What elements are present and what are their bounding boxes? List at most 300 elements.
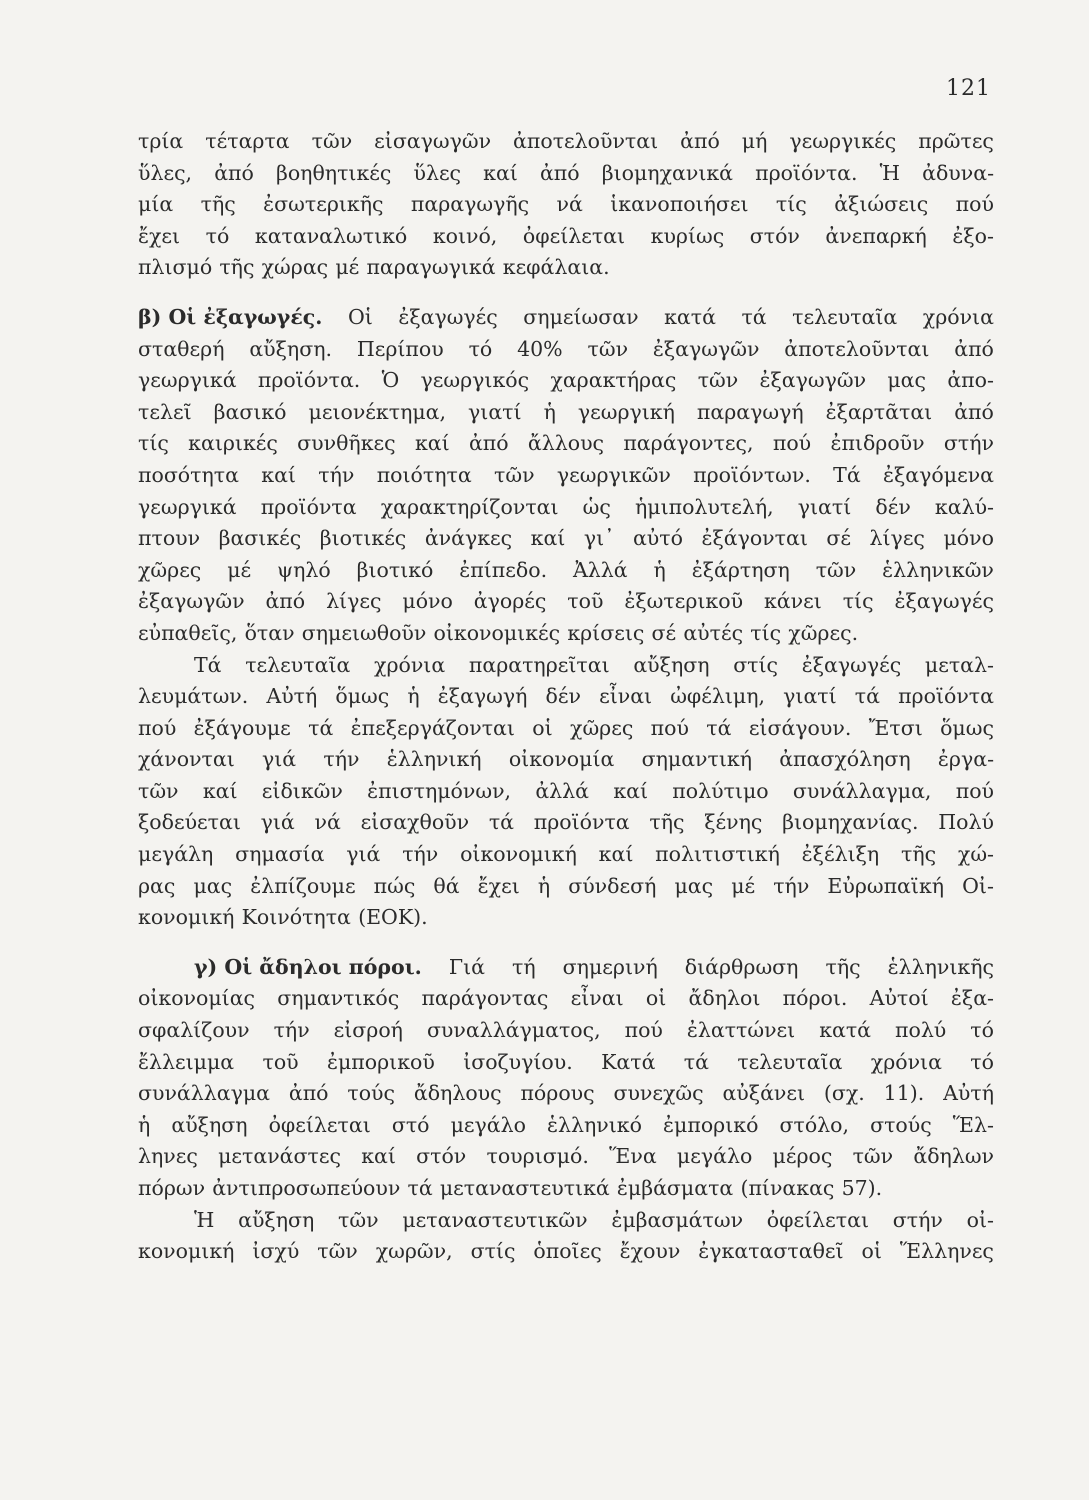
word: ληνες <box>138 1144 198 1169</box>
word: μειονέκτημα, <box>308 399 447 424</box>
word: τά <box>706 715 732 740</box>
word: τῶν <box>311 129 353 153</box>
word: ἐσωτερικῆς <box>263 192 384 217</box>
word: ἐμβασμάτων <box>611 1207 744 1232</box>
word: ἀπό <box>954 336 994 361</box>
word: ἀπό <box>288 1081 329 1106</box>
word: ἰσχύ <box>252 1239 300 1264</box>
word: ἀπό <box>954 399 994 424</box>
word: χαρακτήρας <box>550 368 677 393</box>
word: συναλλάγματος, <box>426 1018 601 1043</box>
word: τῆς <box>649 810 685 835</box>
word: χρόνια <box>870 1049 942 1074</box>
word: κάνει <box>763 589 822 614</box>
text-line <box>138 523 994 555</box>
word: πόρων <box>138 1176 206 1200</box>
word: τό <box>205 223 230 248</box>
word: μεγάλο <box>450 1112 526 1137</box>
word: ἡ <box>138 1112 151 1137</box>
word: μεγάλο <box>676 1144 753 1169</box>
word: χώρας <box>261 255 329 280</box>
word: τῶν <box>815 557 857 582</box>
word: ἄλλους <box>527 431 605 456</box>
text-line <box>138 1173 994 1205</box>
word: ἀνεπαρκή <box>825 223 927 248</box>
text-line <box>138 952 994 984</box>
word: χῶρες <box>138 557 202 582</box>
word: Αὐτή <box>943 1081 994 1106</box>
word: γεωργικός <box>420 368 530 393</box>
word: τά <box>488 810 515 835</box>
text-line <box>138 365 994 397</box>
word: μεταναστευτικά <box>439 1176 610 1200</box>
word: ἀδυνα- <box>922 160 994 185</box>
text-line <box>138 1047 994 1079</box>
word: τά <box>854 684 880 709</box>
word: πρῶτες <box>918 129 994 153</box>
word: πού <box>955 778 994 803</box>
word: μας <box>674 873 714 898</box>
word: (ΕΟΚ). <box>358 905 428 930</box>
word: Ἡ <box>879 160 900 185</box>
word: καί <box>598 842 634 867</box>
word: συνάλλαγμα <box>138 1081 271 1106</box>
word: πού <box>624 1018 663 1043</box>
word: πολιτιστική <box>655 842 780 867</box>
word: δέν <box>545 684 581 709</box>
word: προϊόντων. <box>693 462 811 487</box>
word: μέρος <box>772 1144 833 1169</box>
word: λευμάτων. <box>138 684 249 709</box>
word: ἐξαγωγῶν <box>759 368 867 393</box>
word: σέ <box>826 526 852 551</box>
word: ἐπιδροῦν <box>830 431 925 456</box>
word: τό <box>970 1018 994 1043</box>
word: ἐπεξεργάζονται <box>350 715 515 740</box>
word: τῶν <box>494 462 535 487</box>
word: γεωργικῶν <box>556 462 671 487</box>
word: νά <box>314 810 341 835</box>
word: ἐπιστημόνων, <box>367 778 512 803</box>
word: ἐξαγωγές <box>801 652 902 677</box>
word: μία <box>138 192 174 217</box>
word: ἐξάγονται <box>701 526 808 551</box>
word: ἀπό <box>539 160 580 185</box>
word: στήν <box>943 431 994 456</box>
word: Οἰ- <box>962 873 994 898</box>
word: τῶν <box>138 778 179 803</box>
word: Ἕλληνες <box>899 1239 994 1264</box>
word: ἰσοζυγίου. <box>463 1049 573 1074</box>
word: μεγάλη <box>138 842 214 867</box>
word: ἀπό <box>468 431 509 456</box>
word: πού <box>772 431 812 456</box>
word: ξοδεύεται <box>138 810 241 835</box>
word: τοῦ <box>262 1049 299 1074</box>
text-line <box>138 1141 994 1173</box>
word: χῶρες <box>570 715 634 740</box>
word: παράγοντες, <box>623 431 754 456</box>
word: καί <box>361 1144 396 1169</box>
word: ἐξέλιξη <box>801 842 880 867</box>
word: ἔλλειμμα <box>138 1049 235 1074</box>
word: ψηλό <box>277 557 331 582</box>
word: Ἔτσι <box>868 715 923 740</box>
word: γιατί <box>797 494 852 519</box>
word: οἰκονομικές <box>433 620 561 645</box>
word: ὀφείλεται <box>522 223 626 248</box>
word: καί <box>613 778 649 803</box>
word: θά <box>433 873 460 898</box>
word: κοινό, <box>432 223 498 248</box>
word: τούς <box>347 1081 396 1106</box>
text-line <box>138 681 994 713</box>
word: ὕλες <box>413 160 462 185</box>
word: στήν <box>892 1207 943 1232</box>
text-line <box>138 871 994 903</box>
text-line <box>138 460 994 492</box>
word: σημείωσαν <box>523 304 639 329</box>
word: ἡμιπολυτελή, <box>634 494 774 519</box>
text-line <box>138 334 994 366</box>
word: τῆς <box>200 192 236 217</box>
word: τελευταῖα <box>245 652 351 677</box>
word: τοῦ <box>567 589 604 614</box>
word: τά <box>683 1049 709 1074</box>
word: καί <box>202 778 238 803</box>
word: προϊόντα. <box>257 368 361 393</box>
word: κατά <box>664 304 716 329</box>
word: παραγωγή <box>696 399 804 424</box>
text-line <box>138 397 994 429</box>
word: κυρίως <box>650 223 725 248</box>
word: γιά <box>262 747 297 772</box>
text-line <box>138 1015 994 1047</box>
word: ἀξιώσεις <box>834 192 929 217</box>
word: αὐξάνει <box>722 1081 806 1106</box>
word: Ἡ <box>194 1207 215 1232</box>
word: προϊόντα <box>898 684 994 709</box>
word: χαρακτηρίζονται <box>380 494 559 519</box>
word: ἐξαγωγές <box>894 589 994 614</box>
text-line <box>138 618 994 650</box>
word: μετανάστες <box>218 1144 341 1169</box>
word: ἡ <box>653 557 666 582</box>
word: ἑλληνικῆς <box>887 954 994 979</box>
word: ἐξαγωγές <box>398 304 498 329</box>
word: αὔξηση <box>171 1112 248 1137</box>
word: ἐμπορικό <box>663 1112 759 1137</box>
word: σημαντική <box>641 747 752 772</box>
word: 57). <box>841 1176 883 1200</box>
word: γεωργικές <box>789 129 897 153</box>
word: προϊόντα <box>260 494 357 519</box>
word: γιατί <box>468 399 522 424</box>
word: συνεχῶς <box>613 1081 704 1106</box>
word: παραγωγῆς <box>410 192 530 217</box>
word: αὐτό <box>632 526 683 551</box>
word: ἀγορές <box>473 589 547 614</box>
word: πού <box>955 192 994 217</box>
word: σημειωθοῦν <box>301 620 427 645</box>
word: ἐξο- <box>952 223 994 248</box>
word: ποσότητα <box>138 462 239 487</box>
word: γι᾿ <box>583 526 615 551</box>
word: παραγωγικά <box>366 255 496 280</box>
word: σημασία <box>235 842 325 867</box>
word: στίς <box>470 1239 516 1264</box>
text-line <box>138 428 994 460</box>
word: εἶναι <box>599 684 653 709</box>
word: κονομική <box>138 905 235 930</box>
word: εἰδικῶν <box>261 778 343 803</box>
word: ἐξαγωγῶν <box>652 336 760 361</box>
word: ἐλαττώνει <box>686 1018 796 1043</box>
word: γιά <box>260 810 295 835</box>
word: εἰσάγουν. <box>748 715 852 740</box>
word: χάνονται <box>138 747 235 772</box>
word: αὔξηση. <box>249 336 332 361</box>
word: ἀντιπροσωπεύουν <box>212 1176 401 1200</box>
word: πώς <box>373 873 416 898</box>
word: οἱ <box>645 986 667 1011</box>
word: ἀνάγκες <box>424 526 513 551</box>
word: εἶναι <box>570 986 624 1011</box>
text-line <box>138 1236 994 1268</box>
word: ἡ <box>543 399 556 424</box>
word: ἀπό <box>680 129 720 153</box>
word: αὔξηση <box>238 1207 315 1232</box>
word: ἐπίπεδο. <box>459 557 548 582</box>
word: ὡς <box>582 494 611 519</box>
word: ἔχει <box>477 873 520 898</box>
word: λίγες <box>326 589 382 614</box>
text-line <box>138 839 994 871</box>
word: σταθερή <box>138 336 225 361</box>
word: βιομηχανικά <box>601 160 734 185</box>
section-heading: β) Οἱ ἐξαγωγές. <box>138 304 323 329</box>
word: τήν <box>323 747 360 772</box>
word: εἰσαγωγῶν <box>374 129 492 153</box>
text-line <box>138 713 994 745</box>
word: ἐργα- <box>937 747 994 772</box>
text-line <box>138 776 994 808</box>
word: ἐξάγουμε <box>193 715 291 740</box>
word: τουρισμό. <box>486 1144 589 1169</box>
word: ἐξαγόμενα <box>883 462 994 487</box>
word: προϊόντα <box>533 810 630 835</box>
word: ἱκανοποιήσει <box>610 192 749 217</box>
word: ἐξαγωγή <box>437 684 528 709</box>
word: ἡ <box>537 873 551 898</box>
text-line <box>138 189 994 221</box>
word: Οἱ <box>347 304 373 329</box>
text-line <box>138 586 994 618</box>
word: εἰσροή <box>333 1018 403 1043</box>
word: μόνο <box>402 589 453 614</box>
word: κρίσεις <box>567 620 645 645</box>
word: τῆς <box>825 954 861 979</box>
word: Τά <box>833 462 861 487</box>
text-line <box>138 221 994 253</box>
word: (πίνακας <box>740 1176 835 1200</box>
word: ἑλληνική <box>386 747 482 772</box>
word: πολύτιμο <box>672 778 769 803</box>
word: τήν <box>273 1018 310 1043</box>
word: μεταναστευτικῶν <box>402 1207 588 1232</box>
word: Γιά <box>448 954 485 979</box>
word: τίς <box>775 192 807 217</box>
text-line <box>138 302 994 334</box>
word: ἀπό <box>265 589 306 614</box>
text-line <box>138 650 994 682</box>
word: τελευταῖα <box>792 304 898 329</box>
word: στόν <box>416 1144 467 1169</box>
word: Κατά <box>601 1049 656 1074</box>
word: οἱ <box>532 715 553 740</box>
word: ἀπό <box>214 160 254 185</box>
text-line <box>138 983 994 1015</box>
word: μεταλ- <box>924 652 994 677</box>
word: οἰκονομική <box>460 842 577 867</box>
word: ὠφέλιμη, <box>670 684 766 709</box>
word: βασικές <box>218 526 302 551</box>
word: ἄδηλων <box>913 1144 994 1169</box>
word: στίς <box>733 652 779 677</box>
word: Ἕλ- <box>952 1112 994 1137</box>
word: ἐξα- <box>950 986 994 1011</box>
word: ἀπο- <box>947 368 994 393</box>
word: Αὐτοί <box>869 986 929 1011</box>
word: ἄδηλοι <box>688 986 761 1011</box>
word: εὐπαθεῖς, <box>138 620 238 645</box>
word: ἐξωτερικοῦ <box>624 589 744 614</box>
word: πόροι. <box>782 986 848 1011</box>
text-line <box>138 1078 994 1110</box>
word: βιοτικό <box>356 557 434 582</box>
word: καί <box>261 462 296 487</box>
word: αὔξηση <box>633 652 710 677</box>
word: τήν <box>402 842 439 867</box>
word: τήν <box>773 873 810 898</box>
word: τίς <box>750 620 782 645</box>
word: σημαντικός <box>277 986 400 1011</box>
word: πλισμό <box>138 255 213 280</box>
word: τελευταῖα <box>737 1049 843 1074</box>
word: τό <box>468 336 493 361</box>
word: ἔχει <box>138 223 181 248</box>
word: Τά <box>194 652 222 677</box>
word: διάρθρωση <box>684 954 799 979</box>
word: νά <box>556 192 583 217</box>
word: χρόνια <box>374 652 446 677</box>
word: τῶν <box>697 368 739 393</box>
word: Κοινότητα <box>241 905 351 930</box>
word: ἄδηλους <box>413 1081 502 1106</box>
word: καί <box>414 431 450 456</box>
word: βιοτικές <box>319 526 407 551</box>
word: ὅταν <box>244 620 295 645</box>
word: σύνδεσή <box>568 873 657 898</box>
word: πολύ <box>895 1018 947 1043</box>
word: γεωργικά <box>138 494 237 519</box>
word: τά <box>741 304 767 329</box>
word: παράγοντας <box>421 986 549 1011</box>
word: Αὐτή <box>266 684 318 709</box>
word: καί <box>530 526 566 551</box>
word: Περίπου <box>356 336 444 361</box>
word: τῆς <box>900 842 937 867</box>
word: ἀλλά <box>535 778 590 803</box>
word: τῶν <box>587 336 629 361</box>
word: κατά <box>819 1018 872 1043</box>
word: οἰ- <box>966 1207 994 1232</box>
word: τίς <box>842 589 874 614</box>
word: γιά <box>346 842 381 867</box>
word: Εὐρωπαϊκή <box>827 873 945 898</box>
word: γιατί <box>783 684 837 709</box>
word: 40% <box>517 336 563 361</box>
word: ἔχουν <box>619 1239 681 1264</box>
word: χωρῶν, <box>375 1239 453 1264</box>
word: πού <box>138 715 177 740</box>
word: ἀποτελοῦνται <box>513 129 659 153</box>
text-line <box>138 252 994 284</box>
word: ἐγκατασταθεῖ <box>698 1239 844 1264</box>
word: (σχ. <box>823 1081 865 1106</box>
word: τήν <box>318 462 355 487</box>
word: καί <box>483 160 518 185</box>
word: οἰκονομία <box>508 747 615 772</box>
word: Ἕνα <box>609 1144 657 1169</box>
word: καλύ- <box>934 494 994 519</box>
text-line <box>138 744 994 776</box>
word: κονομική <box>138 1239 235 1264</box>
word: τή <box>512 954 536 979</box>
word: μας <box>193 873 233 898</box>
word: οἰκονομίας <box>138 986 256 1011</box>
word: σημερινή <box>562 954 658 979</box>
word: μόνο <box>943 526 994 551</box>
word: χῶρες. <box>788 620 859 645</box>
word: κεφάλαια. <box>502 255 610 280</box>
word: τέταρτα <box>205 129 290 153</box>
word: Ὁ <box>381 368 400 393</box>
word: εἰσαχθοῦν <box>360 810 470 835</box>
word: στόν <box>749 223 800 248</box>
word: ξένης <box>704 810 763 835</box>
word: τῆς <box>219 255 255 280</box>
word: καταναλωτικό <box>254 223 408 248</box>
section-heading: γ) Οἱ ἄδηλοι πόροι. <box>194 954 422 979</box>
word: τελεῖ <box>138 399 192 424</box>
word: στόλο, <box>779 1112 850 1137</box>
word: γεωργικά <box>138 368 237 393</box>
word: τῶν <box>852 1144 894 1169</box>
word: σφαλίζουν <box>138 1018 250 1043</box>
word: στό <box>391 1112 430 1137</box>
word: Πολύ <box>938 810 994 835</box>
word: βοηθητικές <box>275 160 392 185</box>
word: καιρικές <box>188 431 278 456</box>
word: μέ <box>335 255 360 280</box>
word: ἐξαρτᾶται <box>825 399 933 424</box>
word: χρόνια <box>922 304 994 329</box>
word: ὅμως <box>940 715 994 740</box>
word: γεωργική <box>577 399 675 424</box>
word: βιομηχανίας. <box>782 810 919 835</box>
text-line <box>138 902 994 934</box>
